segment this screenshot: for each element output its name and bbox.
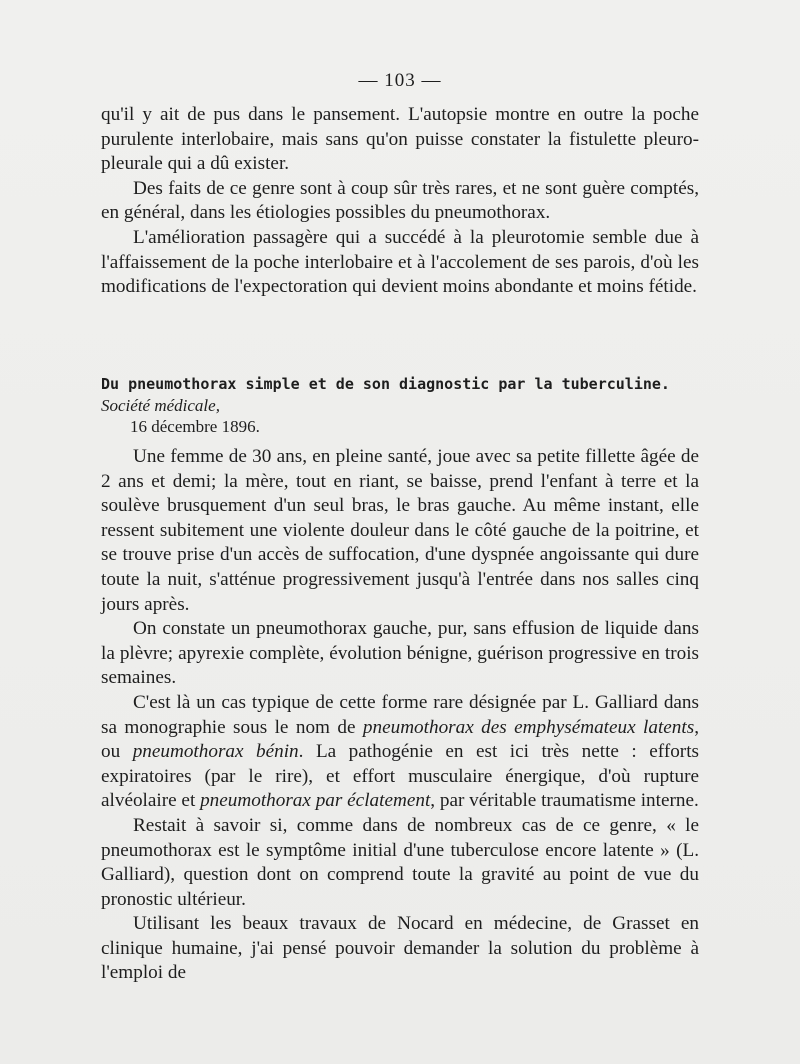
section-title: Du pneumothorax simple et de son diagnostic par la tuberculine. <box>101 375 670 393</box>
text-run: . La pathogénie en est ici très nette : efforts expiratoires (par le rire), et effort musculaire énergique, d'où rupture alvéolaire et <box>101 741 699 812</box>
paragraph: Une femme de 30 ans, en pleine santé, joue avec sa petite fillette âgée de 2 ans et demi; la mère, tout en riant, se baisse, prend l'enfant à terre et la soulève brusquement d'un seul bras, le bras gauche. Au même instant, elle ressent subitement une violente douleur dans le côté gauche de la poitrine, et se trouve prise d'un accès de suffocation, d'une dyspnée angoissante qui dure toute la nuit, s'atténue progressivement jusqu'à l'entrée dans nos salles cinq jours après. <box>101 446 699 615</box>
section-date: 16 décembre 1896. <box>130 417 260 436</box>
italic-term: pneumothorax bénin <box>132 741 299 763</box>
paragraph: Utilisant les beaux travaux de Nocard en médecine, de Grasset en clinique humaine, j'ai pensé pouvoir demander la solution du problème à l'emploi de <box>101 913 699 984</box>
main-text-block <box>101 445 699 986</box>
paragraph: On constate un pneumothorax gauche, pur, sans effusion de liquide dans la plèvre; apyrexie complète, évolution bénigne, guérison progressive en trois semaines. <box>101 618 699 689</box>
text-run: C'est là un cas typique de cette forme rare désignée par L. Galliard dans sa monographie sous le nom de <box>101 691 699 738</box>
paragraph: Restait à savoir si, comme dans de nombreux cas de ce genre, « le pneumothorax est le symptôme initial d'une tuberculose encore latente » (L. Galliard), question dont on comprend toute la gravité au point de vue du pronostic ultérieur. <box>101 814 699 910</box>
text-run: , ou <box>101 716 699 763</box>
section-heading <box>101 373 699 437</box>
top-text-block <box>101 103 699 300</box>
italic-term: pneumothorax des emphysémateux latents <box>362 716 695 738</box>
paragraph <box>101 691 699 814</box>
text-run: , par véritable traumatisme interne. <box>430 790 699 812</box>
page-number: — 103 — <box>358 70 442 91</box>
paragraph: Des faits de ce genre sont à coup sûr très rares, et ne sont guère comptés, en général, dans les étiologies possibles du pneumothorax. <box>101 177 699 224</box>
paragraph: L'amélioration passagère qui a succédé à la pleurotomie semble due à l'affaissement de la poche interlobaire et à l'accolement de ses parois, d'où les modifications de l'expectoration qui devient moins abondante et moins fétide. <box>101 226 699 298</box>
section-source: Société médicale, <box>101 396 220 415</box>
paragraph-continuation: qu'il y ait de pus dans le pansement. L'autopsie montre en outre la poche purulente interlobaire, mais sans qu'on puisse constater la fistulette pleuro-pleurale qui a dû exister. <box>101 104 699 175</box>
italic-term: pneumothorax par éclatement <box>200 790 431 812</box>
